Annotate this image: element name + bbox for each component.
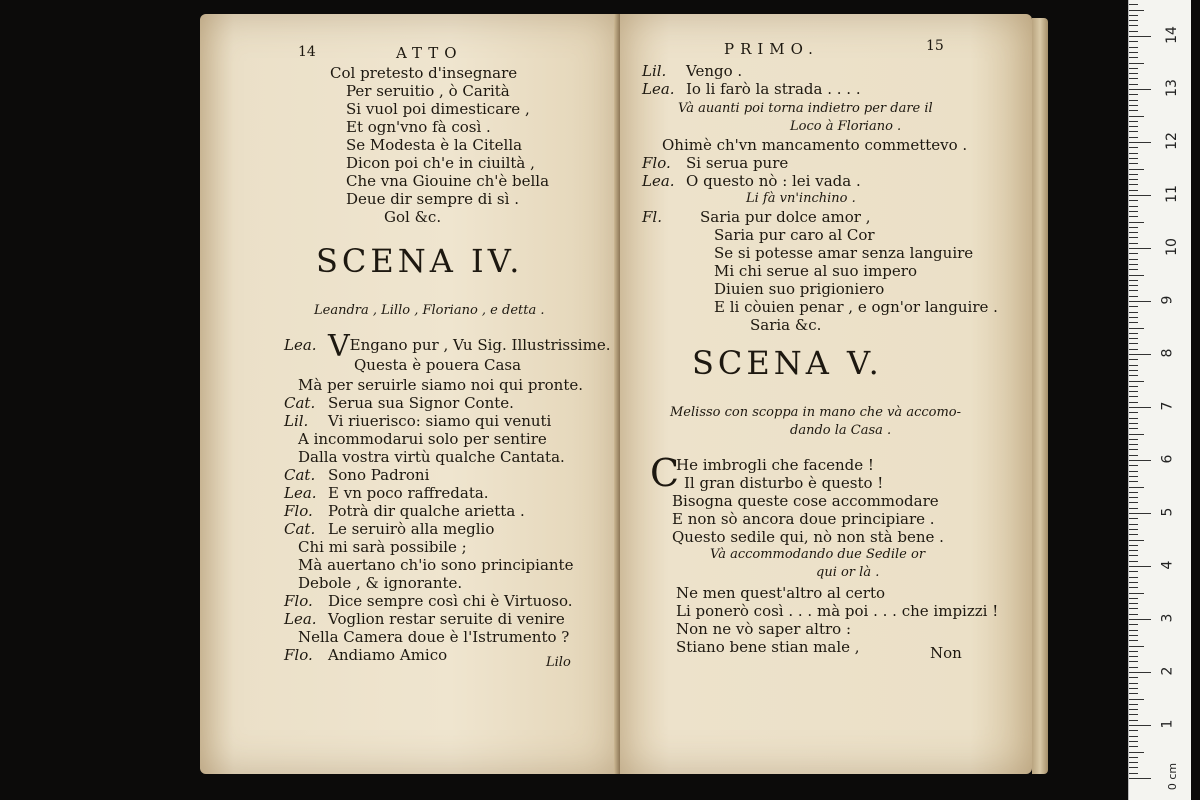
line-text: E vn poco raffredata. xyxy=(328,484,489,502)
ruler-tick xyxy=(1129,301,1151,302)
ruler-tick xyxy=(1129,386,1138,387)
ruler-tick xyxy=(1129,672,1151,673)
dialogue-line xyxy=(284,394,514,412)
ruler-tick xyxy=(1129,15,1138,16)
verse-line: Che vna Giouine ch'è bella xyxy=(346,172,550,190)
ruler-label: 8 xyxy=(1159,348,1176,358)
ruler-tick xyxy=(1129,624,1138,625)
running-head: PRIMO. xyxy=(724,40,819,58)
speaker: Fl. xyxy=(642,208,662,226)
ruler-tick xyxy=(1129,635,1138,636)
dialogue-line xyxy=(284,646,447,664)
ruler-tick xyxy=(1129,137,1138,138)
ruler-tick xyxy=(1129,656,1138,657)
ruler-tick xyxy=(1129,402,1138,403)
dialogue-line xyxy=(284,466,429,484)
ruler-tick xyxy=(1129,455,1138,456)
ruler-tick xyxy=(1129,237,1138,238)
ruler-tick xyxy=(1129,121,1138,122)
ruler-tick xyxy=(1129,47,1138,48)
line-text: Engano pur , Vu Sig. Illustrissime. xyxy=(349,336,611,354)
scene-title: SCENA V. xyxy=(692,344,883,382)
ruler-tick xyxy=(1129,328,1144,329)
ruler-tick xyxy=(1129,312,1138,313)
verse-line: Gol &c. xyxy=(384,208,442,226)
ruler-tick xyxy=(1129,677,1138,678)
stage-direction: dando la Casa . xyxy=(790,423,892,438)
ruler-tick xyxy=(1129,714,1138,715)
ruler-tick xyxy=(1129,343,1138,344)
dialogue-line: Questa è pouera Casa xyxy=(354,356,522,374)
ruler-tick xyxy=(1129,555,1138,556)
ruler-tick xyxy=(1129,513,1151,514)
ruler-tick xyxy=(1129,317,1138,318)
ruler-tick xyxy=(1129,704,1138,705)
ruler-tick xyxy=(1129,518,1138,519)
ruler-label: 14 xyxy=(1163,26,1180,44)
line-text: Si serua pure xyxy=(686,154,789,172)
speaker: Flo. xyxy=(284,592,313,610)
verse-line: Saria pur caro al Cor xyxy=(714,226,875,244)
page-edges xyxy=(1032,18,1048,774)
ruler-tick xyxy=(1129,736,1138,737)
page-number: 14 xyxy=(298,44,316,60)
ruler-label: 5 xyxy=(1159,507,1176,517)
ruler-tick xyxy=(1129,619,1151,620)
verse-line: Per seruitio , ò Carità xyxy=(346,82,510,100)
line-text: Andiamo Amico xyxy=(328,646,448,664)
drop-initial: V xyxy=(328,329,350,364)
ruler-tick xyxy=(1129,603,1138,604)
ruler-tick xyxy=(1129,370,1138,371)
speaker: Flo. xyxy=(284,646,313,664)
line-text: Dice sempre così chi è Virtuoso. xyxy=(328,592,573,610)
scene-title: SCENA IV. xyxy=(316,242,524,280)
ruler-tick xyxy=(1129,84,1138,85)
ruler-tick xyxy=(1129,608,1138,609)
dialogue-line: Mà per seruirle siamo noi qui pronte. xyxy=(298,376,583,394)
ruler-tick xyxy=(1129,725,1151,726)
ruler-tick xyxy=(1129,296,1138,297)
ruler-tick xyxy=(1129,25,1138,26)
verse-line: Mi chi serue al suo impero xyxy=(714,262,917,280)
ruler-tick xyxy=(1129,752,1144,753)
dialogue-line: Nella Camera doue è l'Istrumento ? xyxy=(298,628,570,646)
monologue-line: Li ponerò così . . . mà poi . . . che impizzi ! xyxy=(676,602,999,620)
verse-line: Si vuol poi dimesticare , xyxy=(346,100,530,118)
speaker: Cat. xyxy=(284,466,316,484)
ruler-tick xyxy=(1129,640,1138,641)
ruler-tick xyxy=(1129,487,1144,488)
ruler-tick xyxy=(1129,693,1138,694)
monologue-line: E non sò ancora doue principiare . xyxy=(672,510,935,528)
line-text: Le seruirò alla meglio xyxy=(328,520,495,538)
line-text: Sono Padroni xyxy=(328,466,430,484)
speaker: Cat. xyxy=(284,394,316,412)
ruler-tick xyxy=(1129,100,1138,101)
ruler-tick xyxy=(1129,396,1138,397)
ruler-tick xyxy=(1129,174,1138,175)
ruler-label: 3 xyxy=(1159,613,1176,623)
stage-direction: Li fà vn'inchino . xyxy=(746,191,856,206)
ruler-tick xyxy=(1129,571,1138,572)
characters-list: Leandra , Lillo , Floriano , e detta . xyxy=(314,303,545,318)
ruler-tick xyxy=(1129,63,1144,64)
ruler-label: 6 xyxy=(1159,454,1176,464)
line-text: Voglion restar seruite di venire xyxy=(328,610,565,628)
ruler-tick xyxy=(1129,211,1138,212)
verse-line: Col pretesto d'insegnare xyxy=(330,64,518,82)
line-text: Serua sua Signor Conte. xyxy=(328,394,514,412)
dialogue-line: Ohimè ch'vn mancamento commettevo . xyxy=(662,136,968,154)
ruler-tick xyxy=(1129,545,1138,546)
ruler-tick xyxy=(1129,524,1138,525)
ruler-tick xyxy=(1129,338,1138,339)
speaker: Lea. xyxy=(642,80,675,98)
stage-direction: Và accommodando due Sedile or xyxy=(710,547,926,562)
ruler-tick xyxy=(1129,561,1138,562)
dialogue-line xyxy=(642,80,861,98)
ruler-tick xyxy=(1129,322,1138,323)
ruler-tick xyxy=(1129,444,1138,445)
ruler-tick xyxy=(1129,243,1138,244)
ruler-tick xyxy=(1129,746,1138,747)
ruler-label: 4 xyxy=(1159,560,1176,570)
dialogue-line: A incommodarui solo per sentire xyxy=(298,430,547,448)
dialogue-line xyxy=(284,502,525,520)
ruler-tick xyxy=(1129,534,1138,535)
ruler-tick xyxy=(1129,78,1138,79)
dialogue-line xyxy=(642,208,870,226)
ruler-unit: 0 cm xyxy=(1166,762,1180,791)
ruler-tick xyxy=(1129,375,1138,376)
ruler-tick xyxy=(1129,699,1144,700)
ruler-label: 11 xyxy=(1163,185,1180,203)
right-page xyxy=(620,14,1032,774)
ruler-tick xyxy=(1129,577,1138,578)
monologue-line: Il gran disturbo è questo ! xyxy=(684,474,884,492)
ruler-tick xyxy=(1129,529,1138,530)
dialogue-line xyxy=(642,172,861,190)
ruler-tick xyxy=(1129,497,1138,498)
ruler-tick xyxy=(1129,248,1151,249)
ruler-tick xyxy=(1129,614,1138,615)
ruler-tick xyxy=(1129,449,1138,450)
ruler-tick xyxy=(1129,227,1138,228)
ruler-tick xyxy=(1129,630,1138,631)
ruler-tick xyxy=(1129,184,1138,185)
ruler-tick xyxy=(1129,105,1138,106)
dialogue-line xyxy=(284,520,494,538)
verse-line: Se si potesse amar senza languire xyxy=(714,244,974,262)
line-text: Vengo . xyxy=(686,62,743,80)
speaker: Lea. xyxy=(284,484,317,502)
ruler-tick xyxy=(1129,57,1138,58)
ruler-tick xyxy=(1129,73,1138,74)
dialogue-line xyxy=(642,154,788,172)
ruler-tick xyxy=(1129,259,1138,260)
dialogue-line: Mà auertano ch'io sono principiante xyxy=(298,556,574,574)
ruler-tick xyxy=(1129,275,1144,276)
ruler-tick xyxy=(1129,4,1138,5)
ruler-tick xyxy=(1129,667,1138,668)
ruler-tick xyxy=(1129,190,1138,191)
ruler-tick xyxy=(1129,206,1138,207)
line-text: Io li farò la strada . . . . xyxy=(686,80,861,98)
ruler-tick xyxy=(1129,94,1138,95)
verse-line: Et ogn'vno fà così . xyxy=(346,118,491,136)
ruler-tick xyxy=(1129,688,1138,689)
ruler-tick xyxy=(1129,651,1138,652)
ruler-tick xyxy=(1129,179,1138,180)
ruler-tick xyxy=(1129,412,1138,413)
ruler-tick xyxy=(1129,264,1138,265)
ruler-tick xyxy=(1129,661,1138,662)
speaker: Cat. xyxy=(284,520,316,538)
ruler-label: 12 xyxy=(1163,132,1180,150)
ruler-tick xyxy=(1129,465,1138,466)
ruler-tick xyxy=(1129,741,1138,742)
line-text: Vi riuerisco: siamo qui venuti xyxy=(328,412,552,430)
ruler-tick xyxy=(1129,36,1151,37)
ruler-tick xyxy=(1129,683,1138,684)
stage-direction: Melisso con scoppa in mano che và accomo- xyxy=(670,405,962,420)
dialogue-line xyxy=(284,484,489,502)
stage-direction: Loco à Floriano . xyxy=(790,119,902,134)
ruler-tick xyxy=(1129,253,1138,254)
ruler-tick xyxy=(1129,126,1138,127)
ruler-tick xyxy=(1129,333,1138,334)
ruler-tick xyxy=(1129,540,1144,541)
ruler-tick xyxy=(1129,709,1138,710)
ruler-tick xyxy=(1129,778,1151,779)
ruler-tick xyxy=(1129,68,1138,69)
speaker: Lea. xyxy=(284,336,317,354)
ruler-tick xyxy=(1129,598,1138,599)
ruler-tick xyxy=(1129,195,1151,196)
ruler-tick xyxy=(1129,582,1138,583)
ruler-tick xyxy=(1129,508,1138,509)
ruler-tick xyxy=(1129,460,1151,461)
ruler-tick xyxy=(1129,566,1151,567)
monologue-line: Non ne vò saper altro : xyxy=(676,620,852,638)
left-page xyxy=(200,14,618,774)
line-text: O questo nò : lei vada . xyxy=(686,172,861,190)
ruler-tick xyxy=(1129,365,1138,366)
monologue-line: Stiano bene stian male , xyxy=(676,638,860,656)
ruler-tick xyxy=(1129,10,1144,11)
ruler-tick xyxy=(1129,354,1151,355)
verse-line: Deue dir sempre di sì . xyxy=(346,190,519,208)
ruler-tick xyxy=(1129,290,1138,291)
stage-direction: qui or là . xyxy=(816,565,880,580)
ruler-tick xyxy=(1129,153,1138,154)
dialogue-line: Dalla vostra virtù qualche Cantata. xyxy=(298,448,565,466)
measuring-ruler xyxy=(1128,0,1191,800)
dialogue-line: Debole , & ignorante. xyxy=(298,574,463,592)
monologue-line: Ne men quest'altro al certo xyxy=(676,584,886,602)
ruler-tick xyxy=(1129,359,1138,360)
ruler-tick xyxy=(1129,110,1138,111)
ruler-tick xyxy=(1129,306,1138,307)
page-number: 15 xyxy=(926,38,944,54)
dialogue-line xyxy=(284,592,573,610)
ruler-tick xyxy=(1129,41,1138,42)
dialogue-line: Chi mi sarà possibile ; xyxy=(298,538,467,556)
ruler-tick xyxy=(1129,163,1138,164)
ruler-tick xyxy=(1129,147,1138,148)
ruler-tick xyxy=(1129,158,1138,159)
speaker: Lea. xyxy=(642,172,675,190)
running-head: ATTO xyxy=(396,44,463,62)
ruler-tick xyxy=(1129,391,1138,392)
verse-line: Diuien suo prigioniero xyxy=(714,280,885,298)
ruler-label: 10 xyxy=(1163,238,1180,256)
ruler-tick xyxy=(1129,434,1144,435)
speaker: Flo. xyxy=(284,502,313,520)
speaker: Lil. xyxy=(642,62,667,80)
catchword: Non xyxy=(930,644,962,662)
ruler-tick xyxy=(1129,767,1138,768)
ruler-tick xyxy=(1129,757,1138,758)
dialogue-line xyxy=(284,610,565,628)
ruler-tick xyxy=(1129,285,1138,286)
ruler-label: 7 xyxy=(1159,401,1176,411)
monologue-line: Questo sedile qui, nò non stà bene . xyxy=(672,528,944,546)
ruler-tick xyxy=(1129,116,1144,117)
ruler-tick xyxy=(1129,200,1138,201)
ruler-tick xyxy=(1129,142,1151,143)
ruler-label: 2 xyxy=(1159,666,1176,676)
stage-direction: Và auanti poi torna indietro per dare il xyxy=(678,101,933,116)
ruler-tick xyxy=(1129,550,1138,551)
ruler-tick xyxy=(1129,720,1138,721)
ruler-tick xyxy=(1129,222,1144,223)
speaker: Lea. xyxy=(284,610,317,628)
ruler-tick xyxy=(1129,762,1138,763)
ruler-tick xyxy=(1129,232,1138,233)
ruler-tick xyxy=(1129,439,1138,440)
monologue-line: Bisogna queste cose accommodare xyxy=(672,492,939,510)
ruler-tick xyxy=(1129,593,1144,594)
ruler-tick xyxy=(1129,131,1138,132)
ruler-tick xyxy=(1129,502,1138,503)
line-text: Saria pur dolce amor , xyxy=(700,208,871,226)
ruler-tick xyxy=(1129,481,1138,482)
speaker: Lil. xyxy=(284,412,309,430)
ruler-tick xyxy=(1129,349,1138,350)
ruler-tick xyxy=(1129,471,1138,472)
ruler-tick xyxy=(1129,418,1138,419)
verse-line: Se Modesta è la Citella xyxy=(346,136,523,154)
verse-line: E li còuien penar , e ogn'or languire . xyxy=(714,298,998,316)
ruler-tick xyxy=(1129,31,1138,32)
ruler-tick xyxy=(1129,169,1144,170)
ruler-label: 9 xyxy=(1159,295,1176,305)
dialogue-line xyxy=(284,329,611,364)
ruler-tick xyxy=(1129,280,1138,281)
ruler-tick xyxy=(1129,269,1138,270)
ruler-label: 1 xyxy=(1159,719,1176,729)
ruler-tick xyxy=(1129,730,1138,731)
drop-cap: C xyxy=(650,451,680,495)
monologue-line: He imbrogli che facende ! xyxy=(676,456,874,474)
ruler-tick xyxy=(1129,428,1138,429)
ruler-tick xyxy=(1129,423,1138,424)
ruler-tick xyxy=(1129,407,1151,408)
dialogue-line xyxy=(284,412,551,430)
ruler-tick xyxy=(1129,381,1144,382)
line-text: Potrà dir qualche arietta . xyxy=(328,502,525,520)
ruler-tick xyxy=(1129,52,1138,53)
ruler-tick xyxy=(1129,646,1144,647)
speaker: Flo. xyxy=(642,154,671,172)
ruler-tick xyxy=(1129,587,1138,588)
dialogue-line xyxy=(642,62,742,80)
ruler-tick xyxy=(1129,476,1138,477)
catchword: Lilo xyxy=(546,655,571,670)
verse-line: Saria &c. xyxy=(750,316,822,334)
verse-line: Dicon poi ch'e in ciuiltà , xyxy=(346,154,535,172)
ruler-tick xyxy=(1129,216,1138,217)
open-book xyxy=(200,14,1048,780)
ruler-tick xyxy=(1129,89,1151,90)
ruler-tick xyxy=(1129,492,1138,493)
ruler-tick xyxy=(1129,773,1138,774)
ruler-tick xyxy=(1129,20,1138,21)
ruler-label: 13 xyxy=(1163,79,1180,97)
